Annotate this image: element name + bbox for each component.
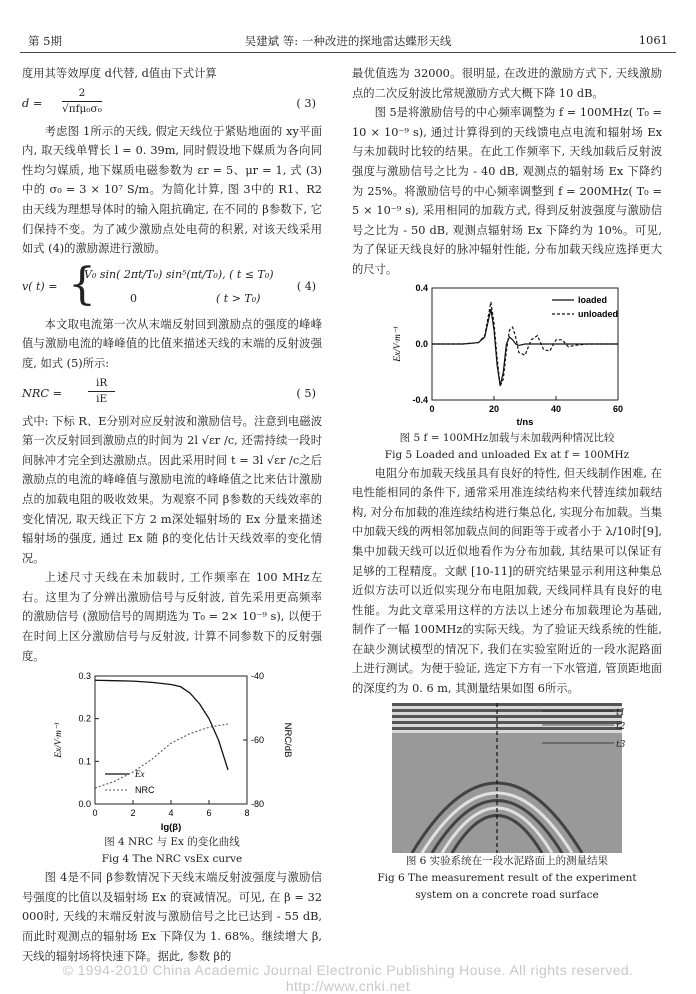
paragraph: 图 4是不同 β参数情况下天线末端反射波强度与激励信号强度的比值以及辐射场 Ex 的衰减情况。可见, 在 β = 32 000时, 天线的末端反射波与激励信号之比已达到 - 55 dB, 而此时观测点的辐射场 Ex 下降仅为 1. 68%。继续增大 β, 天线的辐射场将快速下降。据此, 参数 β的 [22, 871, 322, 963]
eq-number: ( 5) [296, 386, 316, 400]
eq-fraction [88, 376, 115, 407]
equation-4 [22, 258, 322, 313]
paragraph: 度用其等效厚度 d代替, d值由下式计算 [22, 67, 217, 80]
legend-unloaded-label: unloaded [578, 308, 618, 319]
figure-6-caption-en: Fig 6 The measurement result of the experiment [377, 871, 637, 884]
paragraph: 最优值选为 32000。很明显, 在改进的激励方式下, 天线激励点的二次反射波比常规激励方式大概下降 10 dB。 [352, 67, 662, 100]
paragraph: 上述尺寸天线在未加载时, 工作频率在 100 MHz左右。这里为了分辨出激励信号与反射波, 首先采用更高频率的激励信号 (激励信号的周期选为 T₀ = 2× 10⁻⁹ s), 以便于在时间上区分激励信号与反射波, 计算不同参数下的反射强度。 [22, 571, 322, 663]
figure-5-chart [382, 280, 632, 430]
paragraph: 电阻分布加载天线虽具有良好的特性, 但天线制作困难, 在电性能相同的条件下, 通常采用准连续结构来代替连续加载结构, 对分布加载的准连续结构进行集总化, 实现分布加载。当集中加载天线的两相邻加载点间的间距等于或者小于 λ/10时[9], 集中加载天线可以近似地看作为分布加载, 其结果可以保证有足够的工程精度。文献 [10-11]的研究结果显示利用这种集总近似方法可以近似实现分布电阻加载, 天线同样具有良好的电性能。为此文章采用这样的方法以上述分布加载理论为基础, 制作了一幅 100MHz的实际天线。为了验证天线系统的性能, 在缺少测试模型的情况下, 我们在实验室附近的一段水泥路面上进行测试。为便于验证, 选定下方有一下水管道, 管顶距地面的深度约为 0. 6 m, 其测量结果如图 6所示。 [352, 466, 662, 696]
series-ex-line [95, 681, 228, 771]
y-tick-label: 0.2 [78, 713, 91, 724]
label-t2: t2 [616, 721, 626, 732]
page-header [20, 30, 676, 53]
right-column [352, 64, 662, 904]
x-tick-label: 20 [488, 403, 500, 414]
figure-4-caption-en: Fig 4 The NRC vsEx curve [101, 853, 243, 866]
figure-6-radargram [392, 703, 626, 853]
x-tick-label: 0 [92, 808, 98, 819]
eq-denominator: iE [96, 392, 108, 405]
y-right-axis-label: NRC/dB [282, 722, 293, 758]
y-tick-label: 0.4 [415, 282, 428, 293]
y-right-tick-label: -60 [251, 735, 265, 746]
y-tick-label: 0.3 [78, 671, 91, 682]
y-axis-label: Ex/V·m⁻¹ [54, 722, 64, 759]
eq-fraction [62, 86, 102, 117]
figure-5-caption-en: Fig 5 Loaded and unloaded Ex at f = 100MHz [384, 448, 630, 461]
figure-6-caption-en-2: system on a concrete road surface [415, 888, 599, 901]
paragraph: 式中: 下标 R、E分别对应反射波和激励信号。注意到电磁波第一次反射回到激励点的时间为 2l √εr /c, 还需持续一段时间脉冲才完全到达激励点。因此采用时间 t = 3l √εr /c之后激励点的电流的峰峰值与激励电流的峰峰值之比来估计激励点的加载电阻的吸收效果。为观察不同 β参数的天线效率的变化情况, 取天线正下方 2 m深处辐射场的 Ex 分量来描述辐射场的强度, 通过 Ex 随 β的变化估计天线效率的变化情况。 [22, 414, 322, 565]
figure-4-chart [47, 666, 297, 834]
equation-5 [22, 376, 322, 410]
x-tick-label: 6 [206, 808, 212, 819]
x-tick-label: 60 [612, 403, 624, 414]
eq-number: ( 3) [296, 96, 316, 110]
y-tick-label: 0.0 [415, 338, 428, 349]
running-title: 吴建斌 等: 一种改进的探地雷达蝶形天线 [244, 34, 452, 48]
series-nrc-line [95, 724, 228, 788]
issue-number: 第 5期 [28, 34, 62, 48]
figure-6-caption-cn: 图 6 实验系统在一段水泥路面上的测量结果 [405, 854, 609, 867]
left-column [22, 64, 322, 966]
label-t3: t3 [616, 739, 626, 750]
eq-lhs: v( t) = [22, 279, 58, 293]
copyright-footer: © 1994-2010 China Academic Journal Electronic Publishing House. All rights reserved. http://www.cnki.net [62, 962, 634, 994]
paragraph: 本文取电流第一次从末端反射回到激励点的强度的峰峰值与激励电流的峰峰值的比值来描述天线的末端的反射波强度, 如式 (5)所示: [22, 317, 322, 370]
y-tick-label: 0.1 [78, 756, 91, 767]
page-number: 1061 [638, 33, 668, 47]
eq-row-2-cond: ( t > T₀) [216, 291, 261, 305]
eq-row-2: 0 [130, 291, 137, 305]
y-tick-label: -0.4 [412, 394, 428, 405]
eq-numerator: 2 [62, 86, 102, 102]
series-loaded-line [432, 309, 618, 386]
eq-numerator: iR [88, 376, 115, 392]
y-right-tick-label: -80 [251, 799, 265, 810]
radargram-image [392, 703, 622, 853]
paragraph: 考虑图 1所示的天线, 假定天线位于紧贴地面的 xy平面内, 取天线单臂长 l = 0. 39m, 同时假设地下媒质为各向同性均匀媒质, 地下媒质电磁参数为 εr = 5、μr = 1, 式 (3)中的 σ₀ = 3 × 10⁷ S/m。为简化计算, 图 3中的 R1、R2由天线为理想导体时的输入阻抗确定, 在不同的 β参数下, 它们保持不变。为了减少激励点处电荷的积累, 对该天线采用如式 (4)的激励源进行激励。 [22, 124, 322, 256]
figure-5-caption-cn: 图 5 f = 100MHz加载与未加载两种情况比较 [399, 431, 615, 444]
legend-ex-label: Ex [135, 769, 145, 780]
y-right-tick-label: -40 [251, 671, 265, 682]
label-t1: t1 [616, 707, 626, 718]
eq-lhs: d = [22, 96, 43, 110]
x-axis-label: t/ns [516, 416, 534, 428]
y-axis-label: Ex/V·m⁻¹ [393, 325, 403, 362]
plot-frame [95, 676, 247, 804]
eq-denominator: √πfμ₀σ₀ [62, 102, 102, 115]
x-tick-label: 0 [429, 403, 435, 414]
x-tick-label: 4 [168, 808, 174, 819]
x-axis-label: lg(β) [160, 822, 182, 834]
eq-number: ( 4) [296, 279, 316, 293]
equation-3 [22, 86, 322, 120]
x-tick-label: 2 [130, 808, 136, 819]
y-tick-label: 0.0 [78, 799, 91, 810]
legend-loaded-label: loaded [578, 294, 608, 305]
paragraph: 图 5是将激励信号的中心频率调整为 f = 100MHz( T₀ = 10 × 10⁻⁹ s), 通过计算得到的天线馈电点电流和辐射场 Ex 与未加载时比较的结果。在此工作频率下, 天线加载后反射波强度与激励信号之比为 - 40 dB, 观测点的辐射场 Ex 下降约为 25%。将激励信号的中心频率调整到 f = 200MHz( T₀ = 5 × 10⁻⁹ s), 采用相同的加载方式, 得到反射波强度与激励信号之比为 - 50 dB, 观测点辐射场 Ex 下降约为 10%。可见, 为了保证天线良好的脉冲辐射性能, 分布加载天线应选择更大的尺寸。 [352, 106, 662, 276]
eq-lhs: NRC = [22, 386, 63, 400]
legend-nrc-label: NRC [135, 785, 155, 796]
eq-row-1: V₀ sin( 2πt/T₀) sin⁵(πt/T₀), ( t ≤ T₀) [84, 267, 274, 281]
x-tick-label: 8 [244, 808, 250, 819]
figure-4-caption-cn: 图 4 NRC 与 Ex 的变化曲线 [104, 836, 240, 849]
brace-glyph: { [68, 258, 96, 310]
x-tick-label: 40 [550, 403, 562, 414]
